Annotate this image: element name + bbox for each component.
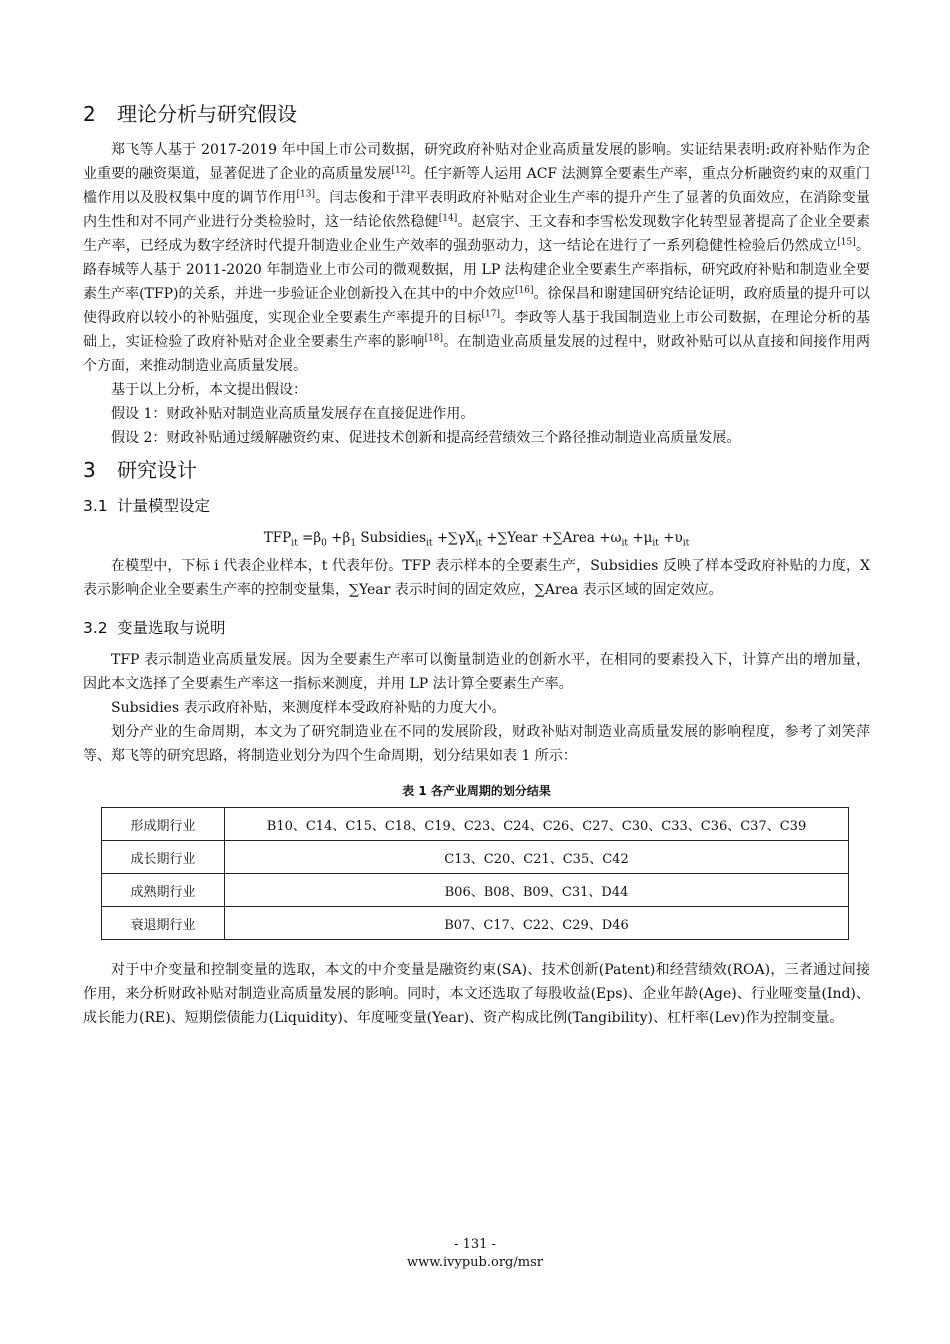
section-title: 研究设计 — [117, 458, 197, 482]
text-run: 。赵宸宇、王文春和李雪松发现数字化转型显著提高了企业全要素生产率，已经成为数字经济时代提升制造业企业生产效率的强劲驱动力，这一结论在进行了一系列稳健性检验后仍然成立 — [83, 214, 871, 254]
model-formula — [83, 526, 870, 550]
section-number: 3 — [83, 458, 96, 482]
citation-ref: [18] — [424, 333, 444, 344]
citation-ref: [13] — [296, 189, 315, 200]
text-run: +β — [326, 530, 351, 546]
text-run: 对于中介变量和控制变量的选取，本文的中介变量是融资约束(SA)、技术创新(Patent)和经营绩效(ROA)，三者通过间接作用，来分析财政补贴对制造业高质量发展的影响。同时，本文还选取了每股收益(Eps)、企业年龄(Age)、行业哑变量(Ind)、成长能力(RE)、短期偿债能力(Liquidity)、年度哑变量(Year)、资产构成比例(Tangibility)、杠杆率(Lev)作为控制变量。 — [83, 962, 870, 1026]
section-3-1-body — [83, 554, 870, 602]
text-run: TFP — [263, 530, 292, 546]
stage-cell: 形成期行业 — [102, 808, 225, 841]
citation-ref: [14] — [438, 213, 458, 224]
text-run: 假设 1：财政补贴对制造业高质量发展存在直接促进作用。 — [111, 406, 475, 422]
paper-page — [83, 100, 870, 1030]
stage-cell: 成熟期行业 — [102, 874, 225, 907]
section-2-body — [83, 138, 870, 450]
text-run: +μ — [628, 530, 653, 546]
text-run: 。任宇新等人运用 ACF 法测算全要素生产率，重点分析融资约束的双重门槛作用以及股权集中度的调节作用 — [83, 166, 871, 206]
paragraph — [83, 426, 870, 450]
subscript: it — [291, 538, 298, 549]
industry-codes-cell: B10、C14、C15、C18、C19、C23、C24、C26、C27、C30、C33、C36、C37、C39 — [225, 808, 849, 841]
table-row — [102, 841, 849, 874]
table-row — [102, 874, 849, 907]
citation-ref: [12] — [391, 165, 410, 176]
text-run: 。在制造业高质量发展的过程中，财政补贴可以从直接和间接作用两个方面，来推动制造业高质量发展。 — [83, 334, 870, 374]
industry-codes-cell: B07、C17、C22、C29、D46 — [225, 907, 849, 940]
table-row — [102, 808, 849, 841]
text-run: TFP 表示制造业高质量发展。因为全要素生产率可以衡量制造业的创新水平，在相同的要素投入下，计算产出的增加量，因此本文选择了全要素生产率这一指标来测度，并用 LP 法计算全要素生产率。 — [83, 652, 870, 692]
text-run: 郑飞等人基于 2017-2019 年中国上市公司数据，研究政府补贴对企业高质量发展的影响。实证结果表明:政府补贴作为企业重要的融资渠道，显著促进了企业的高质量发展 — [83, 142, 870, 182]
paragraph — [83, 402, 870, 426]
section-3-1-heading — [83, 494, 870, 518]
paragraph — [83, 138, 870, 378]
industry-codes-cell: B06、B08、B09、C31、D44 — [225, 874, 849, 907]
section-3-heading — [83, 456, 870, 484]
subsection-title: 变量选取与说明 — [117, 619, 226, 637]
paragraph — [83, 648, 870, 696]
subscript: it — [426, 538, 433, 549]
text-run: 。徐保昌和谢建国研究结论证明，政府质量的提升可以使得政府以较小的补贴强度，实现企业全要素生产率提升的目标 — [83, 286, 871, 326]
subscript: it — [475, 538, 482, 549]
table-1 — [101, 807, 849, 940]
subscript: it — [621, 538, 629, 549]
stage-cell: 成长期行业 — [102, 841, 225, 874]
text-run: Subsidies — [356, 530, 427, 546]
text-run: 在模型中，下标 i 代表企业样本，t 代表年份。TFP 表示样本的全要素生产，Subsidies 反映了样本受政府补贴的力度，X 表示影响企业全要素生产率的控制变量集，∑Year 表示时间的固定效应，∑Area 表示区域的固定效应。 — [83, 558, 870, 598]
table-row — [102, 907, 849, 940]
subsection-number: 3.2 — [83, 619, 108, 637]
subscript: it — [682, 538, 690, 549]
table-1-caption: 表 1 各产业周期的划分结果 — [402, 784, 551, 798]
paragraph — [83, 720, 870, 768]
citation-ref: [15] — [837, 237, 856, 248]
variables-body — [83, 958, 870, 1030]
text-run: 。路春城等人基于 2011-2020 年制造业上市公司的微观数据，用 LP 法构建企业全要素生产率指标，研究政府补贴和制造业全要素生产率(TFP)的关系，并进一步验证企业创新投入在其中的中介效应 — [83, 238, 870, 302]
text-run: +∑Year +∑Area +ω — [481, 530, 622, 546]
section-title: 理论分析与研究假设 — [117, 102, 297, 126]
page-number: - 131 - — [454, 1237, 496, 1252]
text-run: +∑γX — [432, 530, 476, 546]
subscript: it — [652, 538, 659, 549]
section-3-2-body — [83, 648, 870, 768]
text-run: 。李政等人基于我国制造业上市公司数据，在理论分析的基础上，实证检验了政府补贴对企业全要素生产率的影响 — [83, 310, 871, 350]
citation-ref: [17] — [481, 309, 500, 320]
section-2-heading — [83, 100, 870, 128]
page-footer — [0, 1236, 950, 1272]
section-3-2-heading — [83, 616, 870, 640]
paragraph — [83, 554, 870, 602]
text-run: 。闫志俊和于津平表明政府补贴对企业生产率的提升产生了显著的负面效应，在消除变量内生性和对不同产业进行分类检验时，这一结论依然稳健 — [83, 190, 871, 230]
paragraph — [83, 958, 870, 1030]
section-number: 2 — [83, 102, 96, 126]
journal-url: www.ivypub.org/msr — [407, 1255, 543, 1270]
text-run: Subsidies 表示政府补贴，来测度样本受政府补贴的力度大小。 — [111, 700, 506, 716]
citation-ref: [16] — [515, 285, 534, 296]
text-run: 假设 2：财政补贴通过缓解融资约束、促进技术创新和提高经营绩效三个路径推动制造业高质量发展。 — [111, 430, 741, 446]
subscript: 0 — [321, 538, 327, 549]
text-run: =β — [297, 530, 322, 546]
subsection-title: 计量模型设定 — [117, 497, 211, 515]
stage-cell: 衰退期行业 — [102, 907, 225, 940]
text-run: 基于以上分析，本文提出假设： — [111, 382, 307, 398]
subscript: 1 — [350, 538, 357, 549]
text-run: 划分产业的生命周期，本文为了研究制造业在不同的发展阶段，财政补贴对制造业高质量发展的影响程度，参考了刘笑萍等、郑飞等的研究思路，将制造业划分为四个生命周期，划分结果如表 1 所示： — [83, 724, 870, 764]
text-run: +υ — [658, 530, 683, 546]
paragraph — [83, 378, 870, 402]
industry-codes-cell: C13、C20、C21、C35、C42 — [225, 841, 849, 874]
subsection-number: 3.1 — [83, 497, 108, 515]
paragraph — [83, 696, 870, 720]
